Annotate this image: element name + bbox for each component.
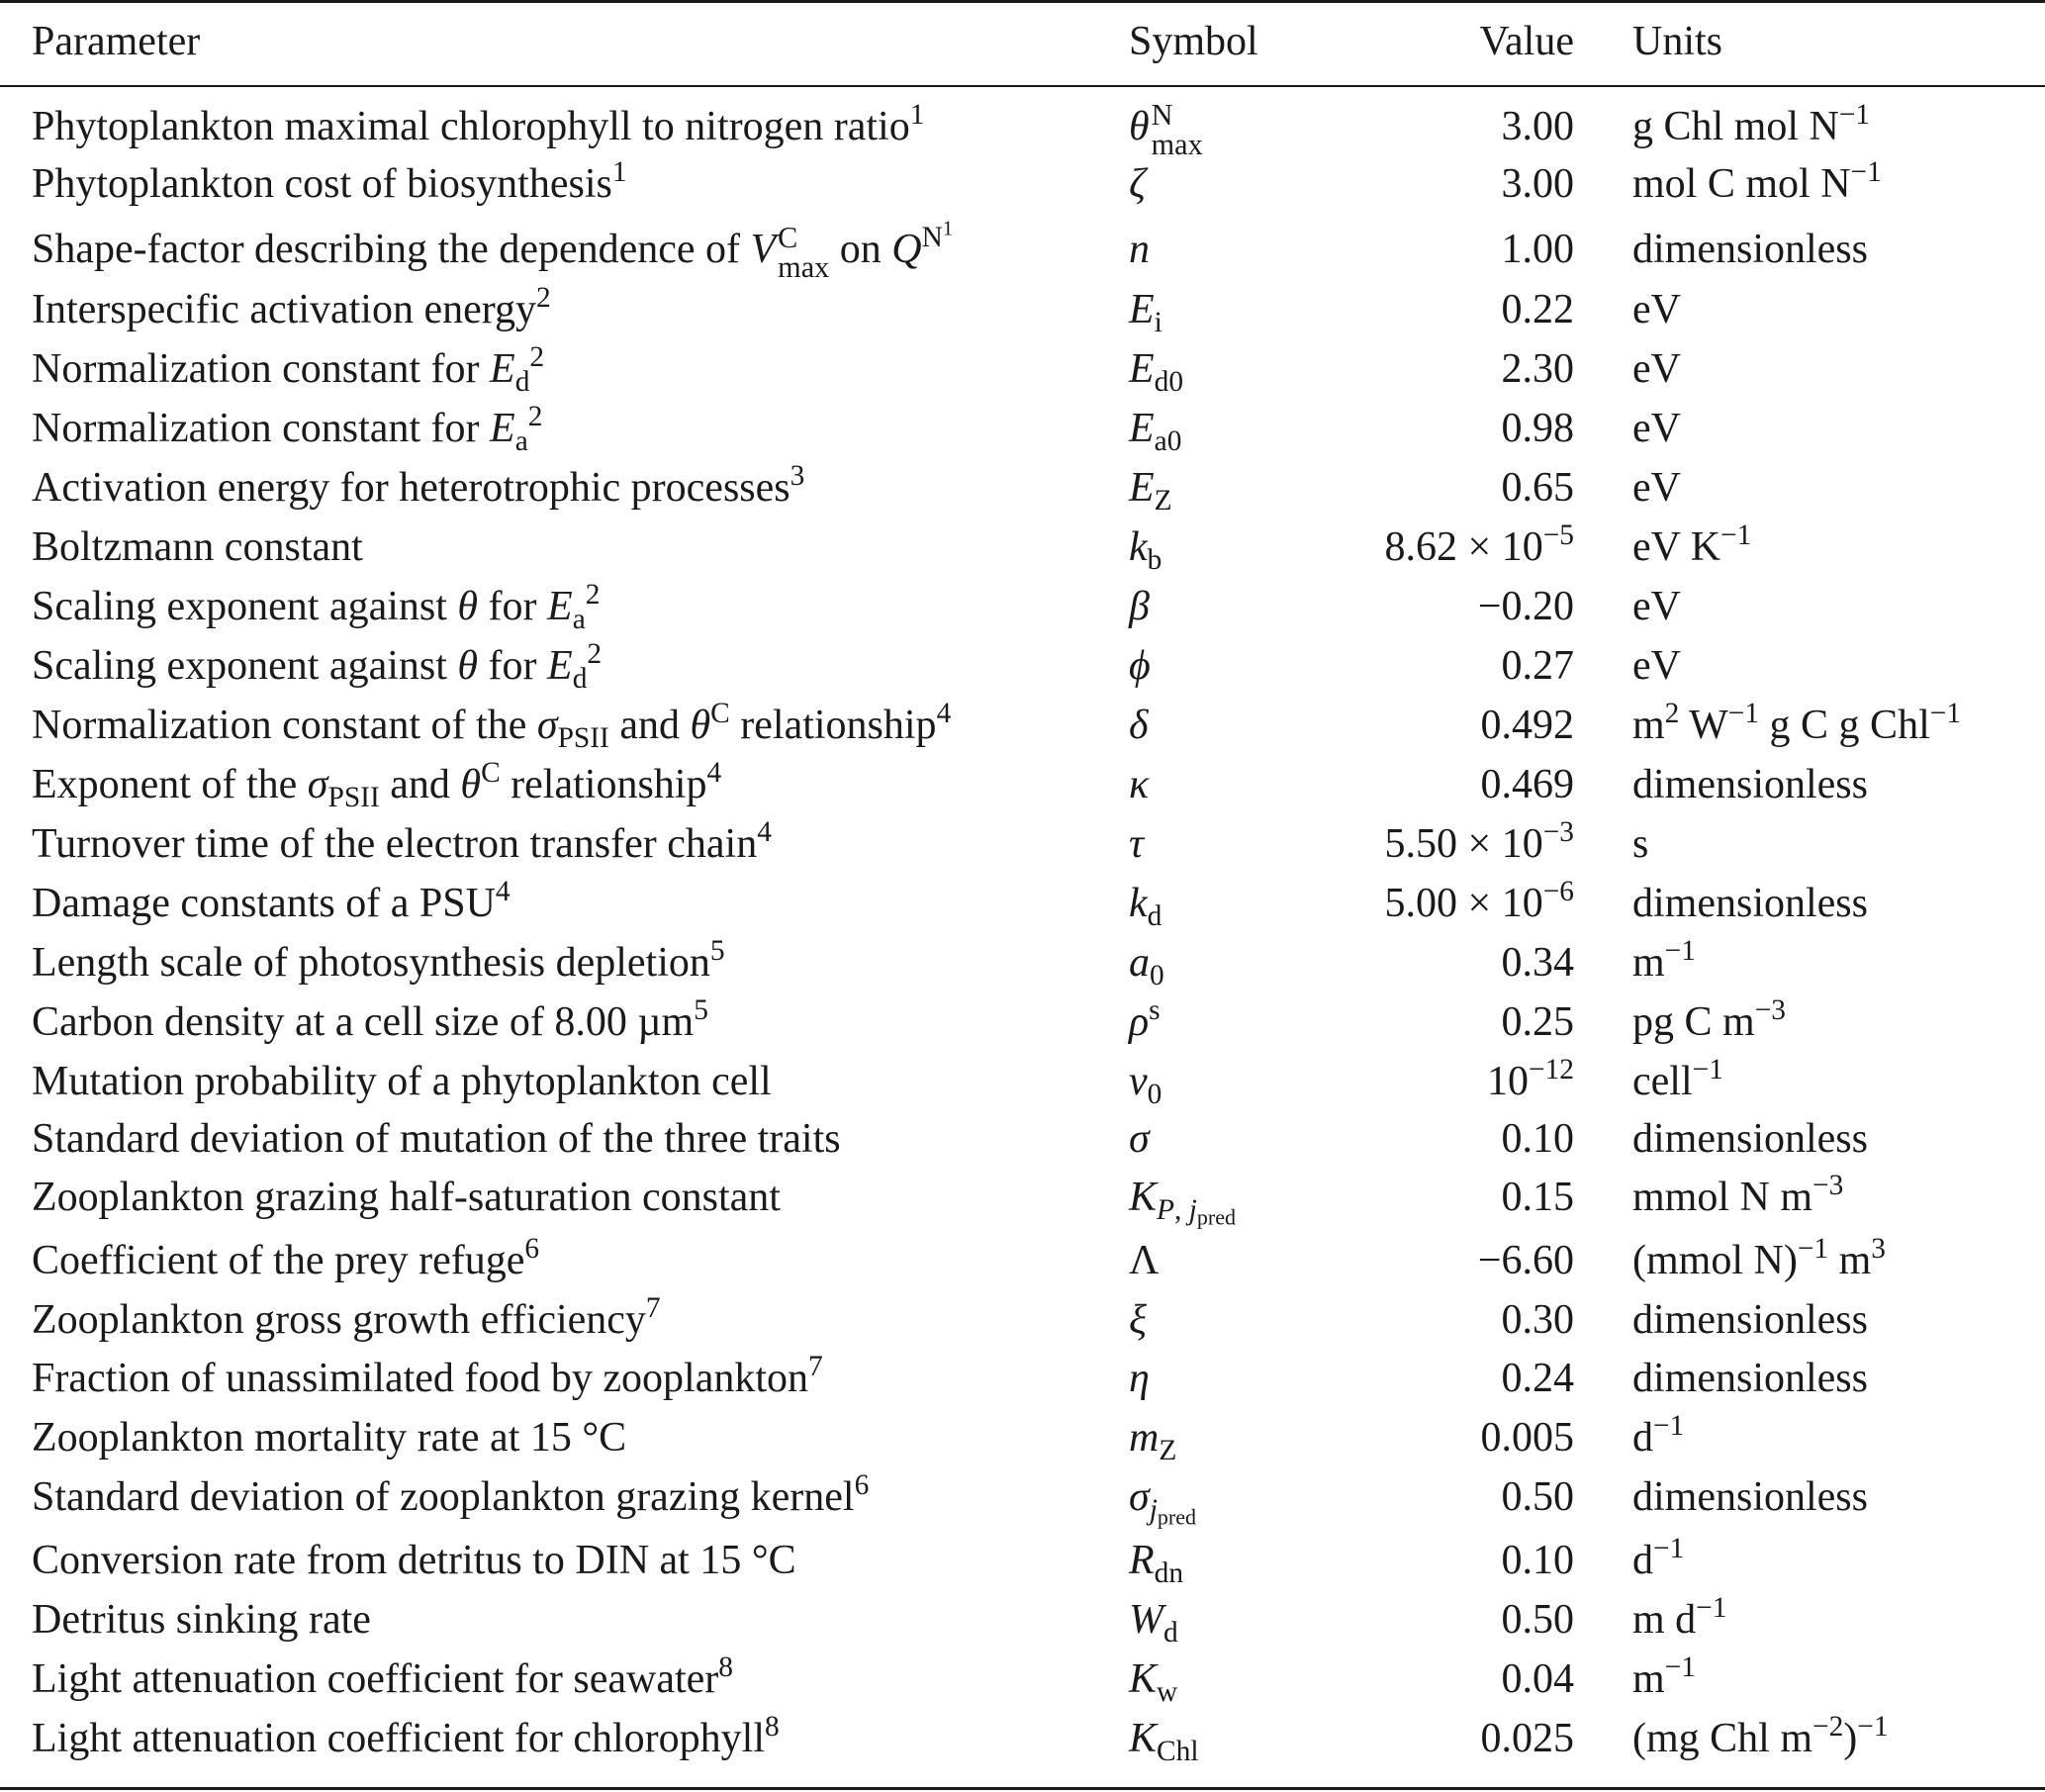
parameter-cell: Fraction of unassimilated food by zooplankton$^7$	[32, 1350, 823, 1401]
table-row	[0, 1052, 2045, 1111]
value-cell: −0.20	[1477, 584, 1574, 629]
symbol-cell: τ	[1129, 821, 1145, 867]
table-row	[0, 992, 2045, 1052]
value-cell: 0.04	[1501, 1656, 1574, 1702]
parameter-cell: Standard deviation of zooplankton grazing kernel$^6$	[32, 1468, 870, 1520]
symbol-cell: n	[1129, 227, 1150, 272]
parameter-cell: Light attenuation coefficient for chlorophyll$^8$	[32, 1710, 780, 1761]
bottom-rule	[0, 1787, 2045, 1790]
parameter-cell: Normalization constant for $E_a^2$	[32, 400, 543, 457]
symbol-cell: $E_Z$	[1129, 465, 1172, 517]
symbol-cell: $k_b$	[1129, 524, 1162, 576]
header-value: Value	[1479, 19, 1574, 64]
value-cell: 0.30	[1501, 1297, 1574, 1343]
header-row	[0, 12, 2045, 71]
value-cell: 0.025	[1480, 1716, 1574, 1761]
table-row	[0, 1290, 2045, 1350]
value-cell: $10^{-12}$	[1487, 1053, 1574, 1104]
value-cell: $8.62 \times 10^{-5}$	[1384, 519, 1574, 570]
units-cell: (mg Chl $m^{-2})^{-1}$	[1632, 1710, 1889, 1761]
table-row	[0, 1349, 2045, 1408]
symbol-cell: $\nu_0$	[1129, 1059, 1162, 1110]
units-cell: $d^{-1}$	[1632, 1532, 1685, 1583]
symbol-cell: ζ	[1129, 161, 1147, 207]
table-row	[0, 874, 2045, 933]
value-cell: 0.22	[1501, 287, 1574, 332]
parameter-cell: Activation energy for heterotrophic processes$^3$	[32, 459, 805, 511]
table-row	[0, 696, 2045, 755]
units-cell: eV $K^{-1}$	[1632, 519, 1752, 570]
units-cell: (mmol N)$^{-1}$ $m^3$	[1632, 1232, 1886, 1283]
units-cell: eV	[1632, 406, 1681, 451]
value-cell: −6.60	[1477, 1238, 1574, 1283]
value-cell: 3.00	[1501, 161, 1574, 207]
table-row	[0, 636, 2045, 696]
parameter-cell: Zooplankton gross growth efficiency$^7$	[32, 1291, 661, 1343]
header-units: Units	[1632, 19, 1723, 64]
value-cell: 0.10	[1501, 1538, 1574, 1583]
parameter-cell: Zooplankton mortality rate at 15 °C	[32, 1415, 627, 1461]
table-row	[0, 1590, 2045, 1650]
units-cell: dimensionless	[1632, 1297, 1868, 1343]
units-cell: dimensionless	[1632, 881, 1868, 926]
value-cell: 1.00	[1501, 227, 1574, 272]
symbol-cell: $K_{P, jpred}$	[1129, 1175, 1237, 1230]
symbol-cell: $E_{a0}$	[1129, 406, 1182, 457]
value-cell: 3.00	[1501, 104, 1574, 149]
units-cell: mmol N $m^{-3}$	[1632, 1169, 1844, 1220]
symbol-cell: $R_{dn}$	[1129, 1538, 1184, 1589]
symbol-cell: $k_d$	[1129, 881, 1162, 932]
parameter-cell: Length scale of photosynthesis depletion$^5$	[32, 934, 725, 986]
value-cell: 2.30	[1501, 346, 1574, 392]
units-cell: g Chl mol $N^{-1}$	[1632, 98, 1871, 149]
units-cell: eV	[1632, 346, 1681, 392]
symbol-cell: κ	[1129, 762, 1150, 807]
value-cell: 0.10	[1501, 1116, 1574, 1162]
value-cell: 0.50	[1501, 1597, 1574, 1643]
symbol-cell: $W_d$	[1129, 1597, 1178, 1649]
table-row	[0, 339, 2045, 399]
symbol-cell: $m_Z$	[1129, 1415, 1177, 1466]
value-cell: 0.492	[1480, 703, 1574, 748]
table-row	[0, 1531, 2045, 1590]
parameter-cell: Scaling exponent against θ for $E_d^2$	[32, 637, 603, 695]
units-cell: dimensionless	[1632, 1474, 1868, 1520]
value-cell: $5.50 \times 10^{-3}$	[1384, 815, 1574, 867]
table-row	[0, 1650, 2045, 1709]
units-cell: dimensionless	[1632, 227, 1868, 272]
header-rule	[0, 85, 2045, 87]
table-row	[0, 1408, 2045, 1467]
value-cell: 0.65	[1501, 465, 1574, 511]
parameter-cell: Zooplankton grazing half-saturation constant	[32, 1175, 781, 1220]
symbol-cell: Λ	[1129, 1238, 1160, 1283]
parameter-cell: Turnover time of the electron transfer chain$^4$	[32, 815, 772, 867]
units-cell: eV	[1632, 287, 1681, 332]
table-row	[0, 399, 2045, 458]
units-cell: mol C mol $N^{-1}$	[1632, 155, 1882, 207]
table-row	[0, 1709, 2045, 1768]
parameter-cell: Mutation probability of a phytoplankton cell	[32, 1059, 772, 1104]
symbol-cell: $K_{Chl}$	[1129, 1716, 1199, 1767]
units-cell: $m^{-1}$	[1632, 1651, 1696, 1702]
parameter-cell: Standard deviation of mutation of the three traits	[32, 1116, 841, 1162]
symbol-cell: δ	[1129, 703, 1149, 748]
table-row	[0, 1168, 2045, 1230]
symbol-cell: σ	[1129, 1116, 1150, 1162]
value-cell: 0.27	[1501, 643, 1574, 689]
value-cell: 0.15	[1501, 1175, 1574, 1220]
parameter-cell: Exponent of the $\sigma_{PSII}$ and $\theta^C$ relationship$^4$	[32, 756, 722, 813]
units-cell: eV	[1632, 643, 1681, 689]
value-cell: 0.24	[1501, 1356, 1574, 1401]
symbol-cell: $E_i$	[1129, 287, 1162, 338]
table-row	[0, 518, 2045, 577]
parameter-cell: Conversion rate from detritus to DIN at 15 °C	[32, 1538, 796, 1583]
parameter-cell: Detritus sinking rate	[32, 1597, 371, 1643]
parameter-cell: Interspecific activation energy$^2$	[32, 281, 551, 332]
units-cell: $d^{-1}$	[1632, 1409, 1685, 1461]
parameter-cell: Shape-factor describing the dependence of V C max on $Q^{N^1}$	[32, 218, 954, 285]
value-cell: 0.50	[1501, 1474, 1574, 1520]
units-cell: pg C $m^{-3}$	[1632, 993, 1786, 1045]
table-row	[0, 1467, 2045, 1530]
units-cell: $m^{-1}$	[1632, 934, 1696, 986]
parameter-cell: Phytoplankton cost of biosynthesis$^1$	[32, 155, 627, 207]
table-row	[0, 577, 2045, 636]
units-cell: dimensionless	[1632, 1356, 1868, 1401]
table-row	[0, 933, 2045, 992]
table-row	[0, 1231, 2045, 1290]
header-parameter: Parameter	[32, 19, 201, 64]
units-cell: m $d^{-1}$	[1632, 1591, 1727, 1643]
units-cell: $m^2$ $W^{-1}$ g C g Chl$^{-1}$	[1632, 697, 1962, 748]
value-cell: 0.25	[1501, 999, 1574, 1045]
header-symbol: Symbol	[1129, 19, 1258, 64]
top-rule	[0, 0, 2045, 3]
symbol-cell: $E_{d0}$	[1129, 346, 1184, 398]
symbol-cell: $\rho^s$	[1129, 993, 1161, 1045]
symbol-cell: $K_w$	[1129, 1656, 1178, 1708]
units-cell: eV	[1632, 465, 1681, 511]
parameter-cell: Phytoplankton maximal chlorophyll to nitrogen ratio$^1$	[32, 98, 925, 149]
units-cell: s	[1632, 821, 1649, 867]
value-cell: 0.98	[1501, 406, 1574, 451]
symbol-cell: θ N max	[1129, 98, 1203, 162]
parameter-cell: Coefficient of the prey refuge$^6$	[32, 1232, 540, 1283]
table-row	[0, 154, 2045, 214]
table-row	[0, 458, 2045, 518]
value-cell: 0.34	[1501, 940, 1574, 986]
symbol-cell: β	[1129, 584, 1150, 629]
symbol-cell: $\sigma_{jpred}$	[1129, 1474, 1197, 1530]
value-cell: 0.469	[1480, 762, 1574, 807]
symbol-cell: η	[1129, 1356, 1150, 1401]
parameter-cell: Light attenuation coefficient for seawater$^8$	[32, 1651, 733, 1702]
table-row	[0, 280, 2045, 339]
units-cell: cell$^{-1}$	[1632, 1053, 1723, 1104]
parameter-cell: Scaling exponent against θ for $E_a^2$	[32, 578, 601, 635]
table-row	[0, 97, 2045, 162]
value-cell: 0.005	[1480, 1415, 1574, 1461]
parameter-cell: Damage constants of a PSU$^4$	[32, 875, 511, 926]
symbol-cell: ξ	[1129, 1297, 1147, 1343]
units-cell: eV	[1632, 584, 1681, 629]
table-row	[0, 218, 2045, 285]
table-row	[0, 1109, 2045, 1169]
table-row	[0, 755, 2045, 814]
parameter-cell: Boltzmann constant	[32, 524, 363, 570]
parameter-cell: Normalization constant for $E_d^2$	[32, 340, 545, 398]
units-cell: dimensionless	[1632, 1116, 1868, 1162]
units-cell: dimensionless	[1632, 762, 1868, 807]
symbol-cell: $a_0$	[1129, 940, 1164, 991]
value-cell: $5.00 \times 10^{-6}$	[1384, 875, 1574, 926]
symbol-cell: ϕ	[1129, 643, 1151, 689]
parameter-cell: Carbon density at a cell size of 8.00 µm$^5$	[32, 993, 708, 1045]
table-row	[0, 814, 2045, 874]
parameter-cell: Normalization constant of the $\sigma_{PSII}$ and $\theta^C$ relationship$^4$	[32, 697, 952, 754]
